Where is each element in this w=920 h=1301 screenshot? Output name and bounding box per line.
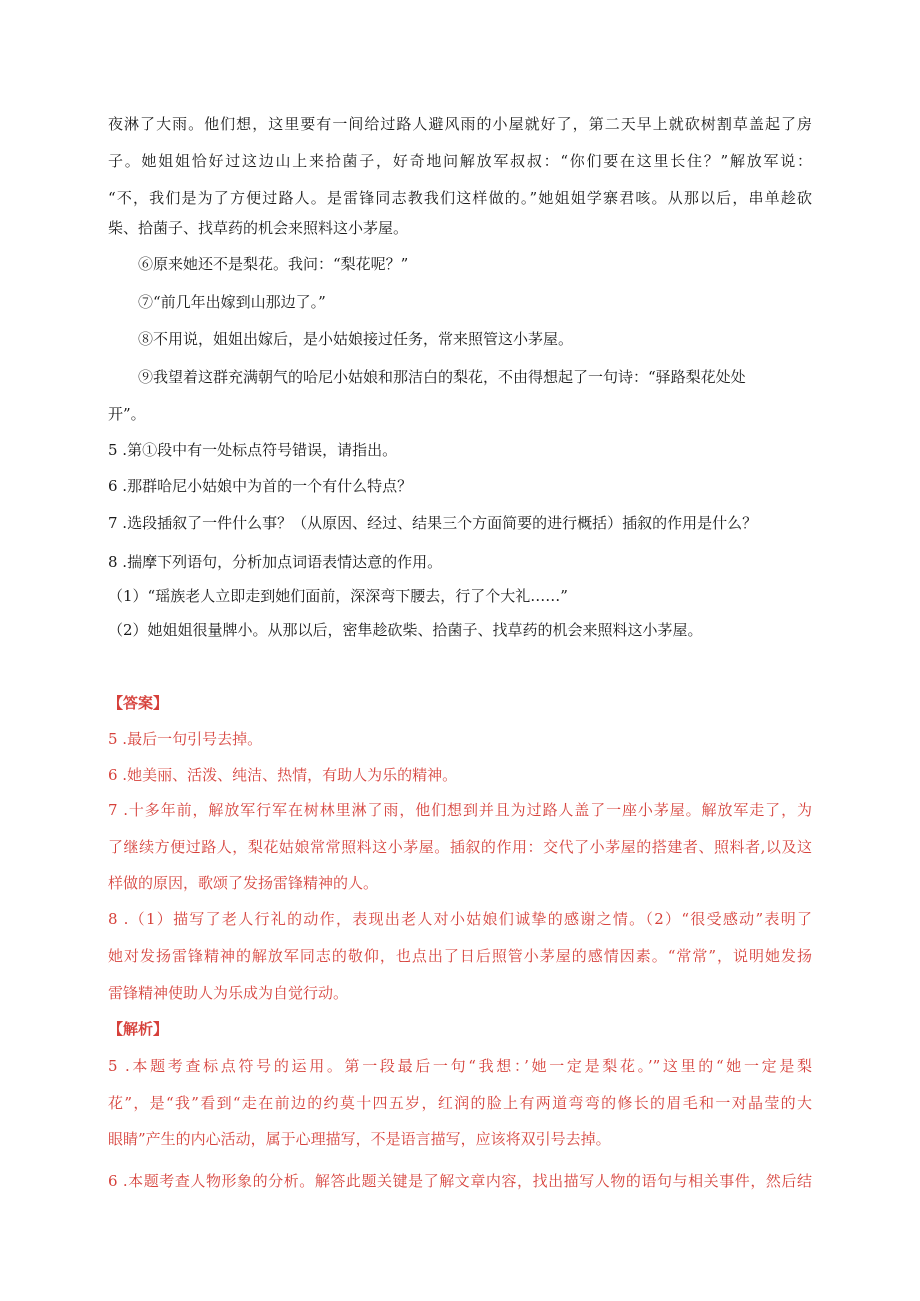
passage-line-2: 子。她姐姐恰好过这边山上来拾菌子，好奇地问解放军叔叔：“你们要在这里长住？”解放军说： <box>108 152 812 170</box>
answer-heading: 【答案】 <box>108 694 169 712</box>
passage-line-4: 柴、拾菌子、找草药的机会来照料这小茅屋。 <box>108 219 409 237</box>
paragraph-7: ⑦“前几年出嫁到山那边了。” <box>138 293 326 311</box>
answer-7-line-2: 了继续方便过路人，梨花姑娘常常照料这小茅屋。插叙的作用：交代了小茅屋的搭建者、照料者,以及这 <box>108 838 812 856</box>
passage-line-1: 夜淋了大雨。他们想，这里要有一间给过路人避风雨的小屋就好了，第二天早上就砍树割草盖起了房 <box>108 115 812 133</box>
answer-5: 5 .最后一句引号去掉。 <box>108 730 263 748</box>
paragraph-9-line-1: ⑨我望着这群充满朝气的哈尼小姑娘和那洁白的梨花，不由得想起了一句诗：“驿路梨花处处 <box>138 368 746 386</box>
analysis-5-line-2: 花”，是“我”看到“走在前边的约莫十四五岁，红润的脸上有两道弯弯的修长的眉毛和一对晶莹的大 <box>108 1094 812 1112</box>
analysis-heading: 【解析】 <box>108 1020 169 1038</box>
paragraph-6: ⑥原来她还不是梨花。我问：“梨花呢？” <box>138 255 409 273</box>
paragraph-9-line-2: 开”。 <box>108 405 146 423</box>
question-7: 7 .选段插叙了一件什么事？（从原因、经过、结果三个方面简要的进行概括）插叙的作用是什么？ <box>108 514 758 532</box>
analysis-5-line-3: 眼睛”产生的内心活动，属于心理描写，不是语言描写，应该将双引号去掉。 <box>108 1130 611 1148</box>
answer-7-line-1: 7 .十多年前，解放军行军在树林里淋了雨，他们想到并且为过路人盖了一座小茅屋。解放军走了，为 <box>108 801 812 819</box>
answer-7-line-3: 样做的原因，歌颂了发扬雷锋精神的人。 <box>108 874 379 892</box>
answer-6: 6 .她美丽、活泼、纯洁、热情，有助人为乐的精神。 <box>108 766 458 784</box>
analysis-6-line-1: 6 .本题考查人物形象的分析。解答此题关键是了解文章内容，找出描写人物的语句与相关事件，然后结 <box>108 1172 812 1190</box>
question-8-item-1: （1）“瑶族老人立即走到她们面前，深深弯下腰去，行了个大礼……” <box>108 587 568 605</box>
question-8-item-2: （2）她姐姐很量牌小。从那以后，密隼趁砍柴、拾菌子、找草药的机会来照料这小茅屋。 <box>108 621 703 639</box>
analysis-5-line-1: 5 .本题考查标点符号的运用。第一段最后一句“我想：’她一定是梨花。’”这里的“她一定是梨 <box>108 1057 812 1075</box>
answer-8-line-1: 8 .（1）描写了老人行礼的动作，表现出老人对小姑娘们诚挚的感谢之情。（2）“很受感动”表明了 <box>108 910 812 928</box>
answer-8-line-3: 雷锋精神使助人为乐成为自觉行动。 <box>108 984 349 1002</box>
passage-line-3: “不，我们是为了方便过路人。是雷锋同志教我们这样做的。”她姐姐学寨君咳。从那以后，串单趁砍 <box>108 189 812 207</box>
answer-8-line-2: 她对发扬雷锋精神的解放军同志的敬仰，也点出了日后照管小茅屋的感情因素。“常常”，说明她发扬 <box>108 947 812 965</box>
question-8: 8 .揣摩下列语句，分析加点词语表情达意的作用。 <box>108 553 443 571</box>
question-6: 6 .那群哈尼小姑娘中为首的一个有什么特点？ <box>108 477 413 495</box>
question-5: 5 .第①段中有一处标点符号错误，请指出。 <box>108 441 398 459</box>
paragraph-8: ⑧不用说，姐姐出嫁后，是小姑娘接过任务，常来照管这小茅屋。 <box>138 330 574 348</box>
